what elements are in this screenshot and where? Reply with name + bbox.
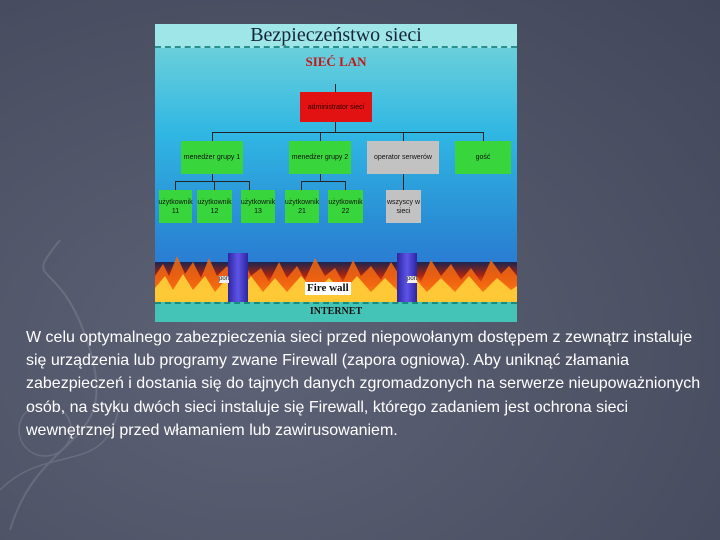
node-user-22: użytkownik 22	[328, 190, 363, 223]
connector	[249, 181, 250, 190]
connector	[345, 181, 346, 190]
connector	[212, 132, 213, 141]
connector	[214, 181, 215, 190]
node-guest: gość	[455, 141, 511, 174]
node-user-21: użytkownik 21	[285, 190, 319, 223]
lan-label: SIEĆ LAN	[305, 54, 367, 69]
node-user-11: użytkownik 11	[159, 190, 192, 223]
connector	[301, 181, 345, 182]
node-group2-manager: menedżer grupy 2	[289, 141, 351, 174]
connector	[483, 132, 484, 141]
node-all-network-users: wszyscy w sieci	[386, 190, 421, 223]
node-user-13: użytkownik 13	[241, 190, 275, 223]
connector	[212, 174, 213, 181]
port-right-label: port	[407, 276, 418, 282]
node-group1-manager: menedżer grupy 1	[181, 141, 243, 174]
node-server-operator: operator serwerów	[367, 141, 439, 174]
internet-label: INTERNET	[155, 302, 517, 322]
network-security-diagram	[155, 24, 517, 317]
connector	[335, 122, 336, 132]
node-network-admin: administrator sieci	[300, 92, 372, 122]
firewall-label: Fire wall	[307, 282, 349, 294]
description-paragraph: W celu optymalnego zabezpieczenia sieci przed niepowołanym dostępem z zewnątrz instaluje się urządzenia lub programy zwane Firewall (zapora ogniowa). Aby uniknąć złamania zabezpieczeń i dostania się do tajnych danych zgromadzonych na serwerze nieupoważnionych osób, na styku dwóch sieci instaluje się Firewall, którego zadaniem jest ochrona sieci wewnętrznej przed włamaniem lub zawirusowaniem.	[26, 329, 701, 439]
connector	[320, 132, 321, 141]
connector	[335, 84, 336, 92]
node-user-12: użytkownik 12	[197, 190, 232, 223]
diagram-title: Bezpieczeństwo sieci	[155, 24, 517, 48]
port-left-label: port	[219, 276, 230, 282]
connector	[212, 132, 484, 133]
connector	[403, 132, 404, 141]
connector	[175, 181, 249, 182]
connector	[175, 181, 176, 190]
connector	[301, 181, 302, 190]
connector	[403, 174, 404, 190]
connector	[320, 174, 321, 181]
firewall-flames	[155, 246, 517, 304]
